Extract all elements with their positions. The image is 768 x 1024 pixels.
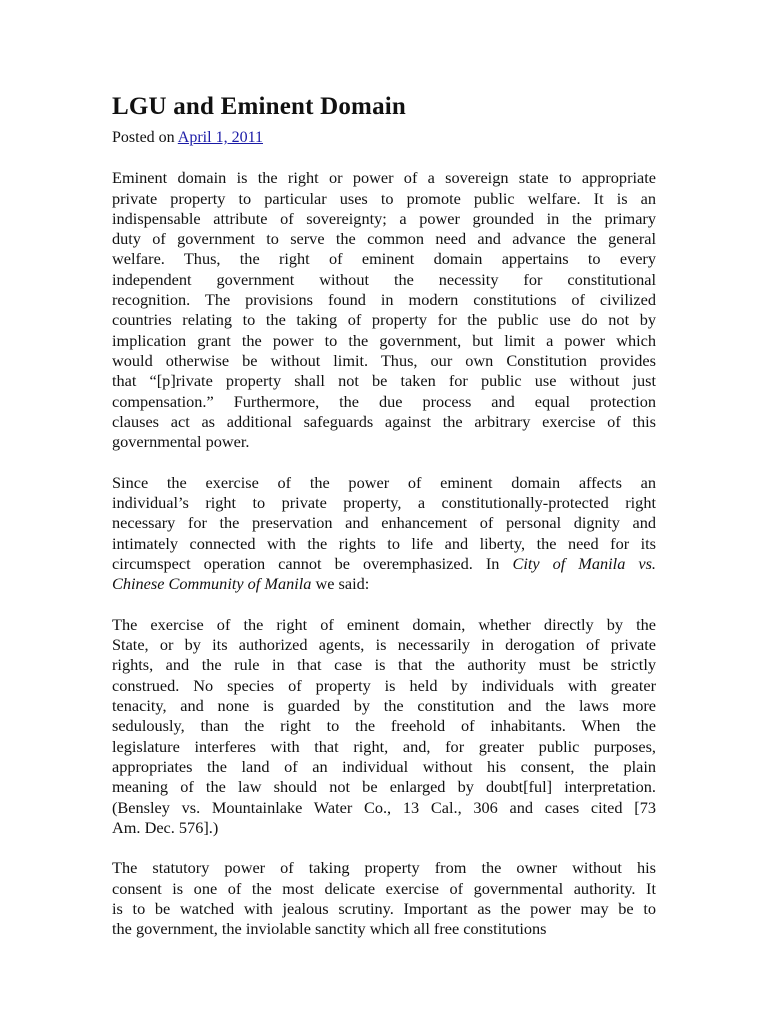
- text-segment: circumspect operation cannot be overemphasized. In: [112, 553, 513, 573]
- text-line: [112, 554, 656, 574]
- text-line: recognition. The provisions found in modern constitutions of civilized: [112, 290, 656, 310]
- text-line: The statutory power of taking property from the owner without his: [112, 858, 656, 878]
- text-line: countries relating to the taking of property for the public use do not by: [112, 310, 656, 330]
- text-line: independent government without the necessity for constitutional: [112, 269, 656, 289]
- text-line: private property to particular uses to promote public welfare. It is an: [112, 188, 656, 208]
- text-line: intimately connected with the rights to life and liberty, the need for its: [112, 533, 656, 553]
- text-line: (Bensley vs. Mountainlake Water Co., 13 Cal., 306 and cases cited [73: [112, 797, 656, 817]
- text-line: construed. No species of property is held by individuals with greater: [112, 675, 656, 695]
- case-citation: Chinese Community of Manila: [112, 574, 312, 594]
- text-line: clauses act as additional safeguards against the arbitrary exercise of this: [112, 411, 656, 431]
- text-line: the government, the inviolable sanctity which all free constitutions: [112, 919, 547, 939]
- text-line: individual’s right to private property, a constitutionally-protected right: [112, 493, 656, 513]
- text-line: [112, 574, 656, 594]
- paragraph: [112, 168, 656, 452]
- text-line: Am. Dec. 576].): [112, 817, 219, 837]
- text-line: legislature interferes with that right, and, for greater public purposes,: [112, 736, 656, 756]
- text-line: rights, and the rule in that case is that the authority must be strictly: [112, 655, 656, 675]
- text-line: sedulously, than the right to the freehold of inhabitants. When the: [112, 716, 656, 736]
- text-line: tenacity, and none is guarded by the constitution and the laws more: [112, 696, 656, 716]
- case-citation: City of Manila vs.: [512, 553, 656, 573]
- post-date-link[interactable]: April 1, 2011: [177, 129, 263, 146]
- text-line: is to be watched with jealous scrutiny. Important as the power may be to: [112, 898, 656, 918]
- text-line: Since the exercise of the power of eminent domain affects an: [112, 472, 656, 492]
- text-line: duty of government to serve the common need and advance the general: [112, 229, 656, 249]
- text-line: compensation.” Furthermore, the due process and equal protection: [112, 391, 656, 411]
- article: [112, 92, 656, 940]
- post-meta: [112, 128, 656, 148]
- text-line: would otherwise be without limit. Thus, our own Constitution provides: [112, 350, 656, 370]
- article-body: [112, 168, 656, 939]
- text-segment: we said:: [311, 574, 370, 594]
- paragraph: [112, 473, 656, 595]
- text-line: Eminent domain is the right or power of a sovereign state to appropriate: [112, 168, 656, 188]
- paragraph: [112, 858, 656, 939]
- page-title: LGU and Eminent Domain: [112, 93, 407, 120]
- text-line: indispensable attribute of sovereignty; a power grounded in the primary: [112, 208, 656, 228]
- text-line: necessary for the preservation and enhancement of personal dignity and: [112, 513, 656, 533]
- text-line: welfare. Thus, the right of eminent domain appertains to every: [112, 249, 656, 269]
- text-line: appropriates the land of an individual without his consent, the plain: [112, 756, 656, 776]
- text-line: consent is one of the most delicate exercise of governmental authority. It: [112, 878, 656, 898]
- text-line: The exercise of the right of eminent domain, whether directly by the: [112, 614, 656, 634]
- text-line: State, or by its authorized agents, is necessarily in derogation of private: [112, 635, 656, 655]
- text-line: governmental power.: [112, 432, 250, 452]
- text-line: that “[p]rivate property shall not be taken for public use without just: [112, 371, 656, 391]
- text-line: meaning of the law should not be enlarged by doubt[ful] interpretation.: [112, 777, 656, 797]
- posted-on-label: Posted on: [112, 129, 175, 146]
- text-line: implication grant the power to the government, but limit a power which: [112, 330, 656, 350]
- paragraph: [112, 615, 656, 838]
